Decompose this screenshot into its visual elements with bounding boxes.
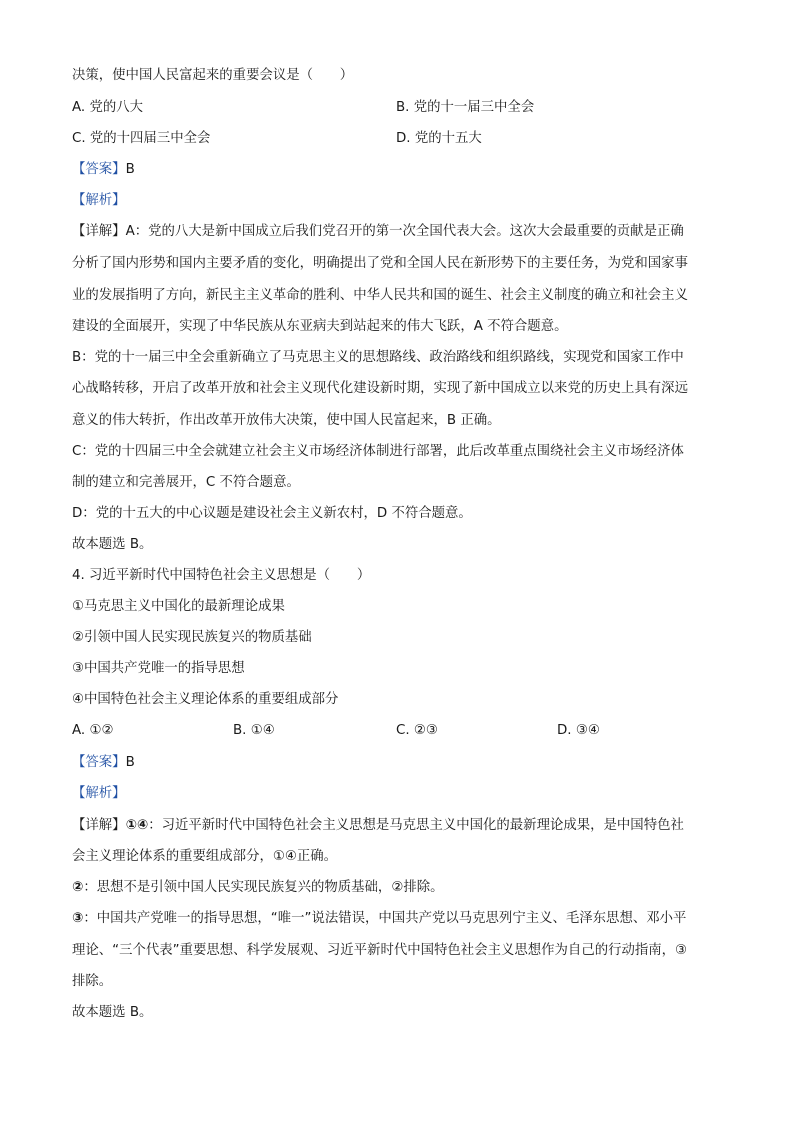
- q4-detail-line: [72, 909, 722, 929]
- q4-item: ①马克思主义中国化的最新理论成果: [72, 599, 285, 614]
- q3-explain-line: 分析了国内形势和国内主要矛盾的变化，明确提出了党和全国人民在新形势下的主要任务，为党和国家事: [72, 256, 688, 271]
- answer-value: B: [125, 755, 135, 770]
- q3-option-b: B. 党的十一届三中全会: [396, 100, 535, 115]
- q3-explain-line: D：党的十五大的中心议题是建设社会主义新农村，D 不符合题意。: [72, 506, 472, 521]
- q3-analysis-tag: 【解析】: [72, 193, 126, 208]
- detail-key: ②: [72, 880, 84, 895]
- q4-detail-line: 排除。: [72, 974, 113, 989]
- q4-detail-line: [72, 878, 722, 898]
- q3-option-c: C. 党的十四届三中全会: [72, 131, 211, 146]
- q4-analysis-tag: 【解析】: [72, 786, 126, 801]
- q3-explain-line: C：党的十四届三中全会就建立社会主义市场经济体制进行部署，此后改革重点围绕社会主义市场经济体: [72, 444, 684, 459]
- q4-option-d: D. ③④: [557, 723, 600, 738]
- q3-conclusion: 故本题选 B。: [72, 537, 153, 552]
- q4-item: ④中国特色社会主义理论体系的重要组成部分: [72, 692, 339, 707]
- explain-text: A：党的八大是新中国成立后我们党召开的第一次全国代表大会。这次大会最重要的贡献是正确: [125, 224, 684, 239]
- answer-value: B: [125, 162, 135, 177]
- q3-explain-line: 制的建立和完善展开，C 不符合题意。: [72, 475, 300, 490]
- question-3-stem-tail: 决策，使中国人民富起来的重要会议是（ ）: [72, 68, 354, 83]
- q4-conclusion: 故本题选 B。: [72, 1005, 153, 1020]
- q4-detail-line: 理论、“三个代表”重要思想、科学发展观、习近平新时代中国特色社会主义思想作为自己的行动指南，③: [72, 943, 688, 958]
- q4-detail-line: [72, 816, 722, 836]
- answer-tag: 【答案】: [72, 162, 126, 177]
- detail-text: ：习近平新时代中国特色社会主义思想是马克思主义中国化的最新理论成果，是中国特色社: [148, 818, 684, 833]
- q4-answer-line: [72, 753, 722, 773]
- detail-tag: 【详解】: [72, 818, 126, 833]
- q4-item: ③中国共产党唯一的指导思想: [72, 661, 245, 676]
- q4-item: ②引领中国人民实现民族复兴的物质基础: [72, 630, 312, 645]
- q3-explain-line: 建设的全面展开，实现了中华民族从东亚病夫到站起来的伟大飞跃，A 不符合题意。: [72, 319, 568, 334]
- answer-tag: 【答案】: [72, 755, 126, 770]
- detail-text: ：中国共产党唯一的指导思想，“唯一”说法错误，中国共产党以马克思列宁主义、毛泽东思想、邓小平: [83, 911, 687, 926]
- q4-option-c: C. ②③: [396, 723, 438, 738]
- q3-explain-line: 业的发展指明了方向，新民主主义革命的胜利、中华人民共和国的诞生、社会主义制度的确立和社会主义: [72, 288, 688, 303]
- detail-key: ③: [72, 911, 84, 926]
- question-4-stem: 4. 习近平新时代中国特色社会主义思想是（ ）: [72, 568, 371, 583]
- q4-option-a: A. ①②: [72, 723, 114, 738]
- detail-tag: 【详解】: [72, 224, 126, 239]
- q3-explain-line: 心战略转移，开启了改革开放和社会主义现代化建设新时期，实现了新中国成立以来党的历史上具有深远: [72, 381, 688, 396]
- q3-explain-line: 意义的伟大转折，作出改革开放伟大决策，使中国人民富起来，B 正确。: [72, 413, 501, 428]
- q4-detail-line: 会主义理论体系的重要组成部分，①④正确。: [72, 849, 338, 864]
- q3-option-a: A. 党的八大: [72, 100, 143, 115]
- q3-option-d: D. 党的十五大: [396, 131, 482, 146]
- q3-answer-line: [72, 160, 722, 180]
- q3-explain-line: [72, 222, 722, 242]
- detail-text: ：思想不是引领中国人民实现民族复兴的物质基础，②排除。: [83, 880, 444, 895]
- q3-explain-line: B：党的十一届三中全会重新确立了马克思主义的思想路线、政治路线和组织路线，实现党和国家工作中: [72, 350, 684, 365]
- q4-option-b: B. ①④: [233, 723, 275, 738]
- detail-key: ①④: [125, 818, 149, 833]
